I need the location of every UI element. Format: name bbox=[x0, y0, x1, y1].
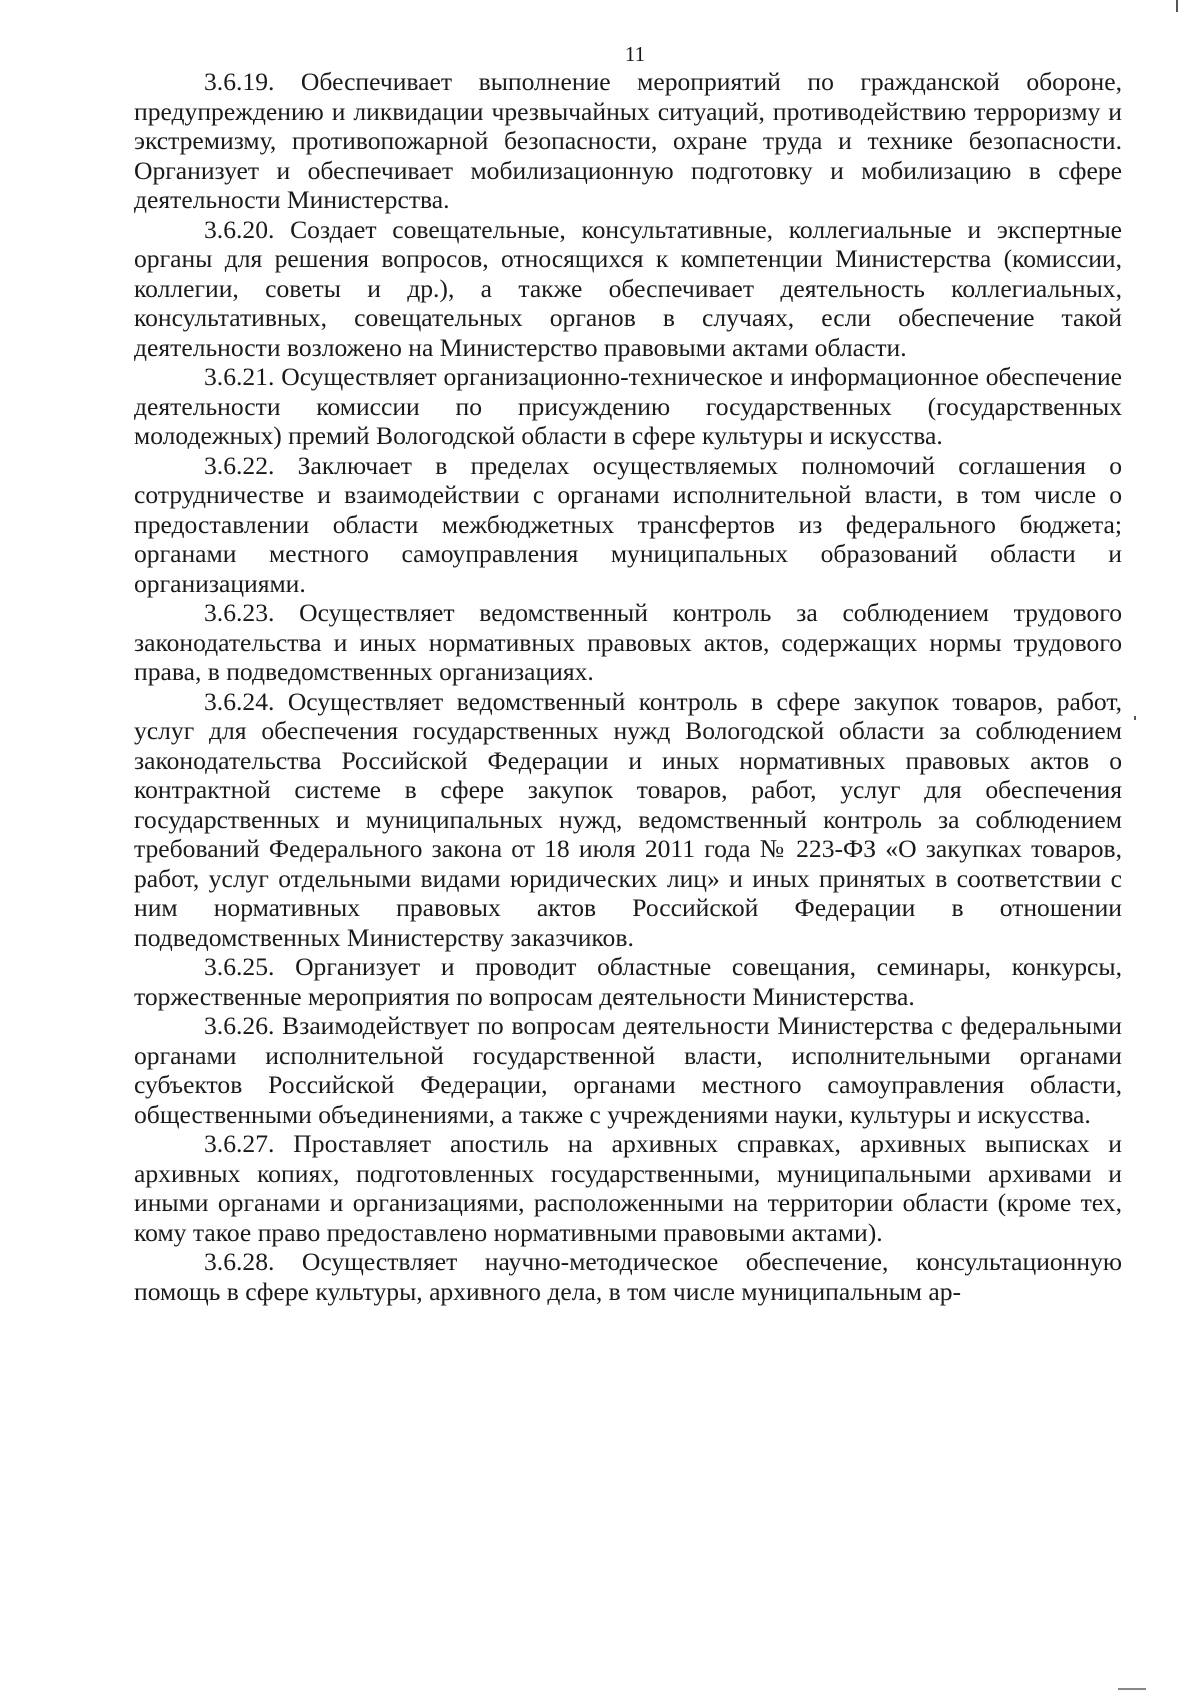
paragraph-3-6-27: 3.6.27. Проставляет апостиль на архивных справках, архивных выписках и архивных копиях, подготовленных государственными, муниципальными архивами и иными органами и организациями, расположенными на территории области (кроме тех, кому такое право предоставлено нормативными правовыми актами). bbox=[134, 1129, 1122, 1247]
paragraph-3-6-21: 3.6.21. Осуществляет организационно-техническое и информационное обеспечение деятельности комиссии по присуждению государственных (государственных молодежных) премий Вологодской области в сфере культуры и искусства. bbox=[134, 362, 1122, 450]
paragraph-3-6-26: 3.6.26. Взаимодействует по вопросам деятельности Министерства с федеральными органами исполнительной государственной власти, исполнительными органами субъектов Российской Федерации, органами местного самоуправления области, общественными объединениями, а также с учреждениями науки, культуры и искусства. bbox=[134, 1011, 1122, 1129]
paragraph-3-6-19: 3.6.19. Обеспечивает выполнение мероприятий по гражданской обороне, предупреждению и ликвидации чрезвычайных ситуаций, противодействию терроризму и экстремизму, противопожарной безопасности, охране труда и технике безопасности. Организует и обеспечивает мобилизационную подготовку и мобилизацию в сфере деятельности Министерства. bbox=[134, 67, 1122, 214]
paragraph-3-6-22: 3.6.22. Заключает в пределах осуществляемых полномочий соглашения о сотрудничестве и взаимодействии с органами исполнительной власти, в том числе о предоставлении области межбюджетных трансфертов из федерального бюджета; органами местного самоуправления муниципальных образований области и организациями. bbox=[134, 450, 1122, 598]
page-number: 11 bbox=[624, 42, 646, 66]
paragraph-3-6-20: 3.6.20. Создает совещательные, консультативные, коллегиальные и экспертные органы для решения вопросов, относящихся к компетенции Министерства (комиссии, коллегии, советы и др.), а также обеспечивает деятельность коллегиальных, консультативных, совещательных органов в случаях, если обеспечение такой деятельности возложено на Министерство правовыми актами области. bbox=[134, 214, 1122, 362]
paragraph-3-6-24: 3.6.24. Осуществляет ведомственный контроль в сфере закупок товаров, работ, услуг для обеспечения государственных нужд Вологодской области за соблюдением законодательства Российской Федерации и иных нормативных правовых актов о контрактной системе в сфере закупок товаров, работ, услуг для обеспечения государственных и муниципальных нужд, ведомственный контроль за соблюдением требований Федерального закона от 18 июля 2011 года № 223-ФЗ «О закупках товаров, работ, услуг отдельными видами юридических лиц» и иных принятых в соответствии с ним нормативных правовых актов Российской Федерации в отношении подведомственных Министерству заказчиков. bbox=[134, 686, 1122, 952]
scan-artifact-top-right bbox=[1176, 0, 1178, 12]
paragraph-3-6-28: 3.6.28. Осуществляет научно-методическое обеспечение, консультационную помощь в сфере культуры, архивного дела, в том числе муниципальным ар- bbox=[134, 1247, 1122, 1306]
scan-artifact-mid-right bbox=[1134, 716, 1136, 720]
scan-artifact-bottom-right bbox=[1118, 1688, 1146, 1690]
document-body bbox=[134, 67, 1122, 1306]
paragraph-3-6-25: 3.6.25. Организует и проводит областные совещания, семинары, конкурсы, торжественные мероприятия по вопросам деятельности Министерства. bbox=[134, 952, 1122, 1011]
paragraph-3-6-23: 3.6.23. Осуществляет ведомственный контроль за соблюдением трудового законодательства и иных нормативных правовых актов, содержащих нормы трудового права, в подведомственных организациях. bbox=[134, 598, 1122, 686]
